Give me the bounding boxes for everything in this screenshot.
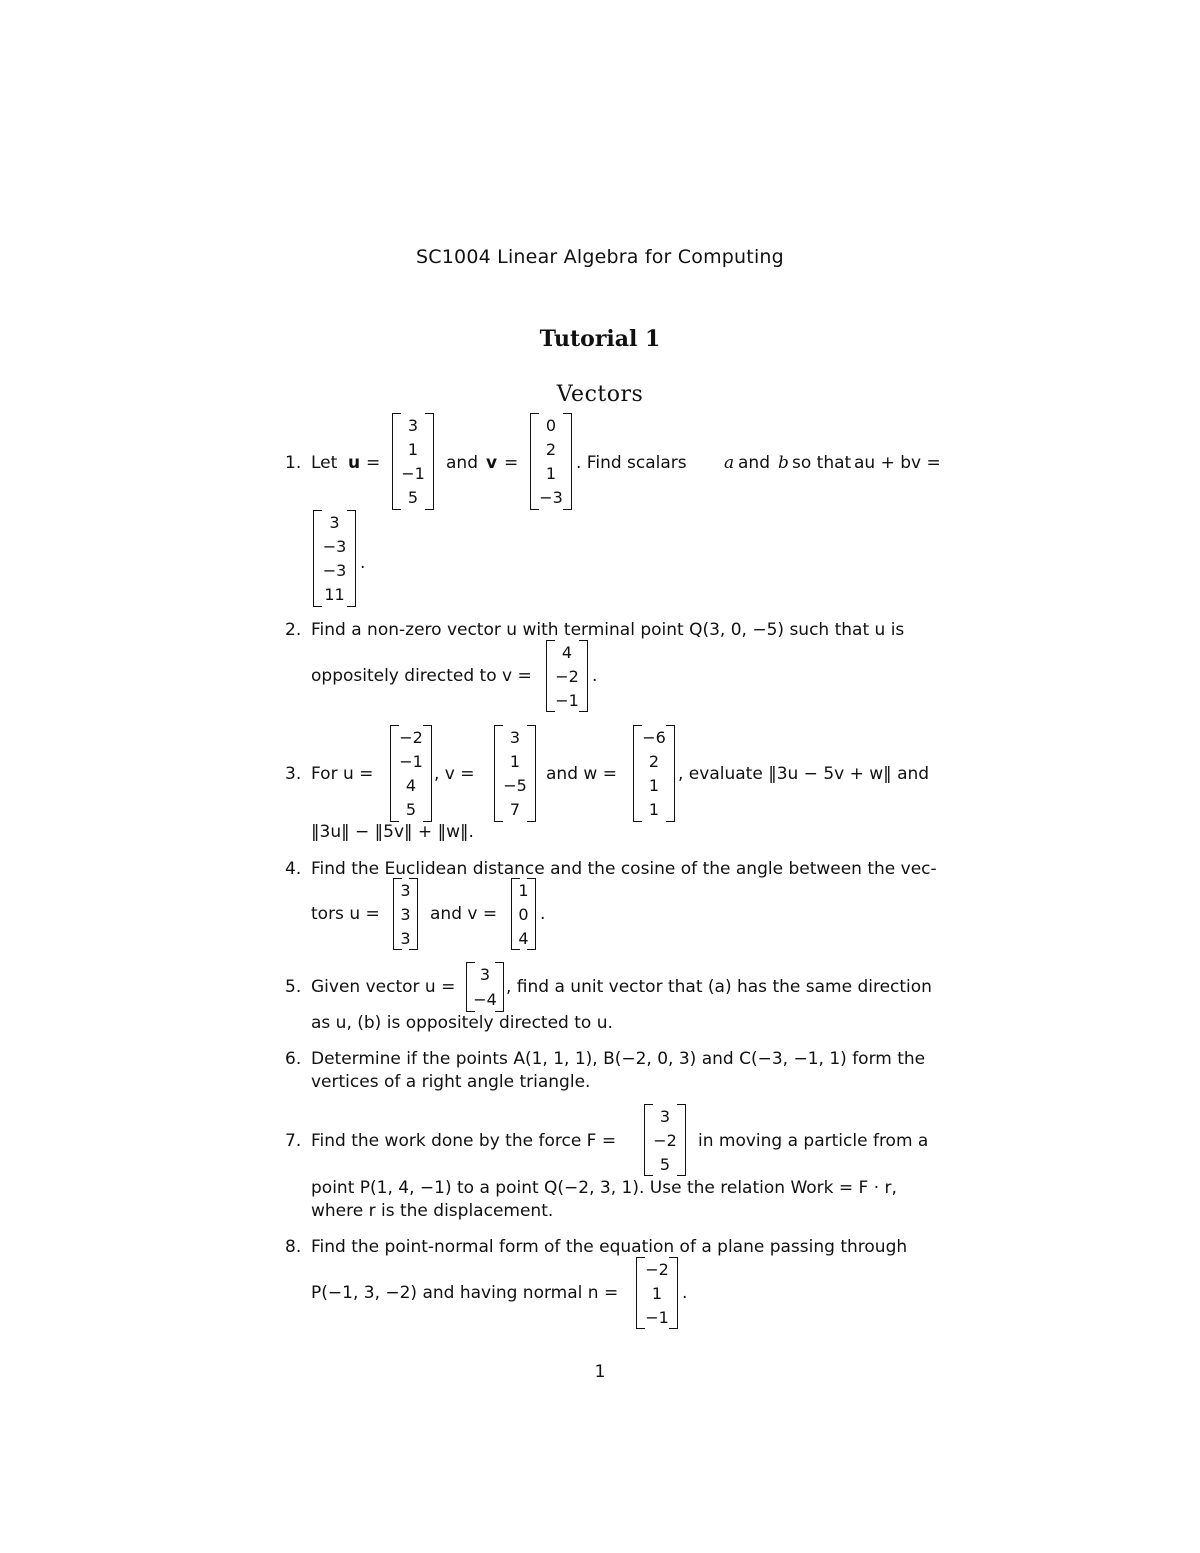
vector-entry: 0 [545,415,557,435]
question-number: 2. [285,620,302,640]
vector-entry: 3 [659,1106,671,1126]
vector-u-entries [393,878,418,950]
vector-entry: 1 [545,464,557,484]
vector-entry: 5 [405,800,417,820]
vector-entry: −4 [473,990,497,1009]
vector-normal-entries [636,1257,678,1329]
text-let: Let [311,453,338,473]
question-text: oppositely directed to v = [311,666,532,686]
vector-entry: 3 [400,928,411,948]
vector-entry: 4 [518,928,529,948]
vector-entry: −5 [503,776,527,796]
question-number: 7. [285,1131,302,1151]
vector-v-entries [546,640,588,712]
vector-entry: 2 [545,439,557,459]
text-and: and [738,453,770,473]
vector-u [393,878,418,950]
question-text: point P(1, 4, −1) to a point Q(−2, 3, 1). Use the relation Work = F · r, [311,1178,897,1198]
vector-force-entries [644,1104,686,1176]
linear-combination: au + bv = [854,453,941,473]
question-text: Find the work done by the force F = [311,1131,617,1151]
vector-v [494,725,536,822]
tutorial-title: Tutorial 1 [539,326,661,352]
vector-v-entries [530,413,572,510]
question-number: 3. [285,764,302,784]
text-find-scalars: . Find scalars [576,453,687,473]
period: . [540,904,546,924]
vector-entry: 7 [509,800,521,820]
question-text: where r is the displacement. [311,1201,554,1221]
vector-entry: −3 [322,561,347,581]
question-text: as u, (b) is oppositely directed to u. [311,1013,613,1033]
vector-entry: −1 [401,464,425,484]
question-number: 1. [285,453,302,473]
vector-u-entries [466,962,504,1012]
vector-entry: 1 [648,800,660,820]
vector-entry: −6 [642,727,666,747]
vector-entry: 5 [659,1154,671,1174]
vector-w-entries [633,725,675,822]
period: . [360,553,366,573]
question-text: Find a non-zero vector u with terminal point Q(3, 0, −5) such that u is [311,620,905,640]
text-and-w: and w = [546,764,617,784]
vector-entry: 3 [329,512,340,532]
course-title: SC1004 Linear Algebra for Computing [416,246,784,268]
question-text: Find the Euclidean distance and the cosine of the angle between the vec- [311,859,937,879]
period: . [592,666,598,686]
page-number: 1 [594,1362,606,1382]
vector-entry: 3 [407,415,419,435]
vector-entry: 4 [561,642,573,662]
vector-entry: 3 [509,727,521,747]
vector-v-entries [511,878,536,950]
vector-v [546,640,588,712]
text-tors-u: tors u = [311,904,380,924]
question-number: 4. [285,859,302,879]
vector-entry: −3 [322,536,347,556]
vector-u [466,962,504,1012]
text-evaluate: , evaluate ‖3u − 5v + w‖ and [678,764,930,784]
text-v: , v = [434,764,475,784]
question-text: in moving a particle from a [698,1131,929,1151]
question-text: P(−1, 3, −2) and having normal n = [311,1283,619,1303]
vector-entry: 1 [407,439,419,459]
vector-entry: 3 [479,965,491,984]
vector-entry: 1 [648,776,660,796]
question-text: Determine if the points A(1, 1, 1), B(−2, 0, 3) and C(−3, −1, 1) form the [311,1049,926,1069]
vector-entry: −2 [555,666,579,686]
equals-sign: = [366,453,381,473]
question-text: Find the point-normal form of the equation of a plane passing through [311,1237,908,1257]
vector-entry: 1 [518,880,529,900]
vector-u-entries [392,413,434,510]
vector-u [392,413,434,510]
vector-entry: 1 [651,1283,663,1303]
question-number: 8. [285,1237,302,1257]
vector-entry: −1 [555,690,579,710]
vector-entry: −2 [399,727,423,747]
vector-entry: −3 [539,488,563,508]
vector-entry: 11 [324,585,345,605]
question-text: vertices of a right angle triangle. [311,1072,591,1092]
period: . [682,1283,688,1303]
question-number: 5. [285,977,302,997]
vector-u-entries [390,725,432,822]
vector-v-entries [494,725,536,822]
vector-force [644,1104,686,1176]
question-number: 6. [285,1049,302,1069]
text-and: and [446,453,478,473]
vector-normal [636,1257,678,1329]
vector-entry: −2 [645,1259,669,1279]
vector-entry: −2 [653,1130,677,1150]
vector-entry: 4 [405,776,417,796]
vector-entry: 3 [400,880,411,900]
vector-entry: 2 [648,751,660,771]
text-and-v: and v = [430,904,498,924]
text-so-that: so that [792,453,852,473]
vector-rhs [313,510,356,607]
vector-entry: −1 [645,1307,669,1327]
section-heading: Vectors [556,382,644,407]
text-given: Given vector u = [311,977,456,997]
text-for-u: For u = [311,764,374,784]
symbol-u: u [348,453,361,473]
vector-v [511,878,536,950]
question-text: , find a unit vector that (a) has the same direction [506,977,932,997]
scalar-b: b [778,453,789,473]
equals-sign: = [504,453,519,473]
symbol-v: v [486,453,498,473]
scalar-a: a [724,453,735,473]
vector-v [530,413,572,510]
vector-entry: 5 [407,488,419,508]
vector-w [633,725,675,822]
vector-entry: 3 [400,904,411,924]
vector-entry: 1 [509,751,521,771]
vector-entry: 0 [518,904,529,924]
question-text: ‖3u‖ − ‖5v‖ + ‖w‖. [311,822,474,842]
vector-entry: −1 [399,751,423,771]
vector-u [390,725,432,822]
vector-rhs-entries [313,510,356,607]
